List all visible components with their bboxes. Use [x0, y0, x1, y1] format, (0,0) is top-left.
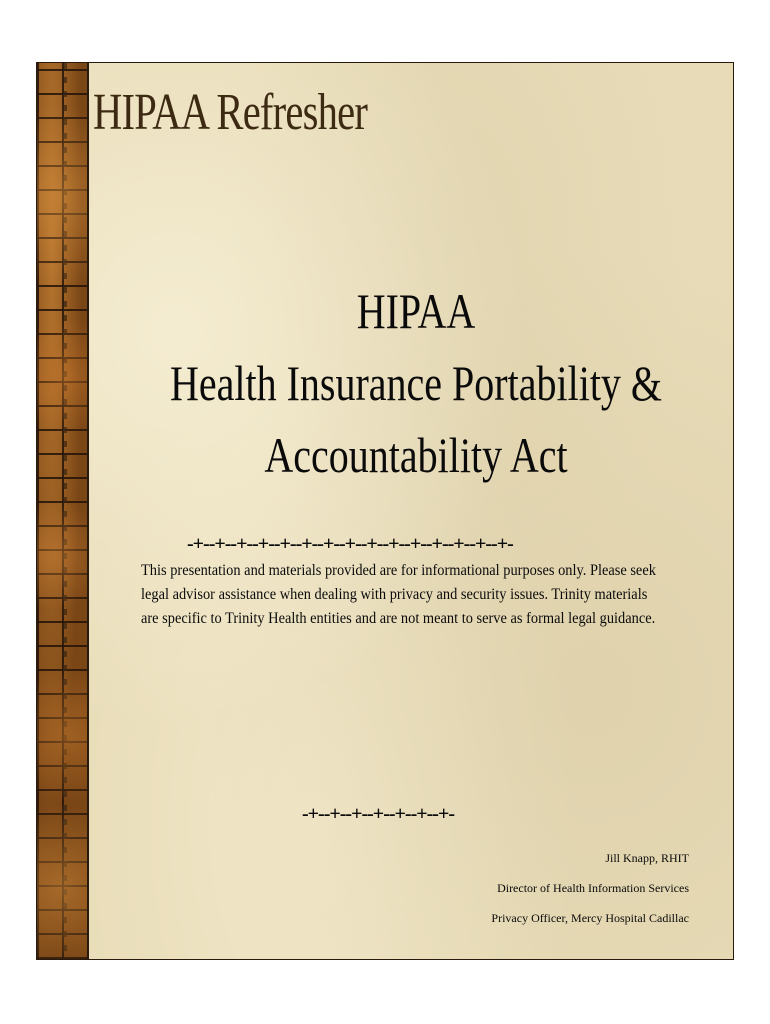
slide-title: HIPAA Refresher	[93, 84, 368, 141]
main-heading	[97, 275, 735, 491]
heading-line-name-part-1: Health Insurance Portability &	[169, 355, 663, 411]
author-name: Jill Knapp, RHIT	[605, 851, 689, 865]
heading-line-acronym: HIPAA	[356, 283, 476, 339]
ornamental-divider-bottom: -+--+--+--+--+--+--+-	[302, 803, 455, 825]
disclaimer-text: This presentation and materials provided are for informational purposes only. Please seek legal advisor assistance when dealing with privacy and security issues. Trinity materials are specific to Trinity Health entities and are not meant to serve as formal legal guidance.	[141, 562, 656, 627]
author-block	[491, 843, 689, 933]
slide	[36, 62, 734, 960]
decorative-vine	[63, 63, 67, 959]
author-position: Privacy Officer, Mercy Hospital Cadillac	[491, 911, 689, 925]
heading-line-name-part-2: Accountability Act	[264, 427, 568, 483]
decorative-leather-border	[37, 63, 89, 959]
author-role: Director of Health Information Services	[497, 881, 689, 895]
ornamental-divider-top: -+--+--+--+--+--+--+--+--+--+--+--+--+--+--+-	[187, 533, 513, 555]
